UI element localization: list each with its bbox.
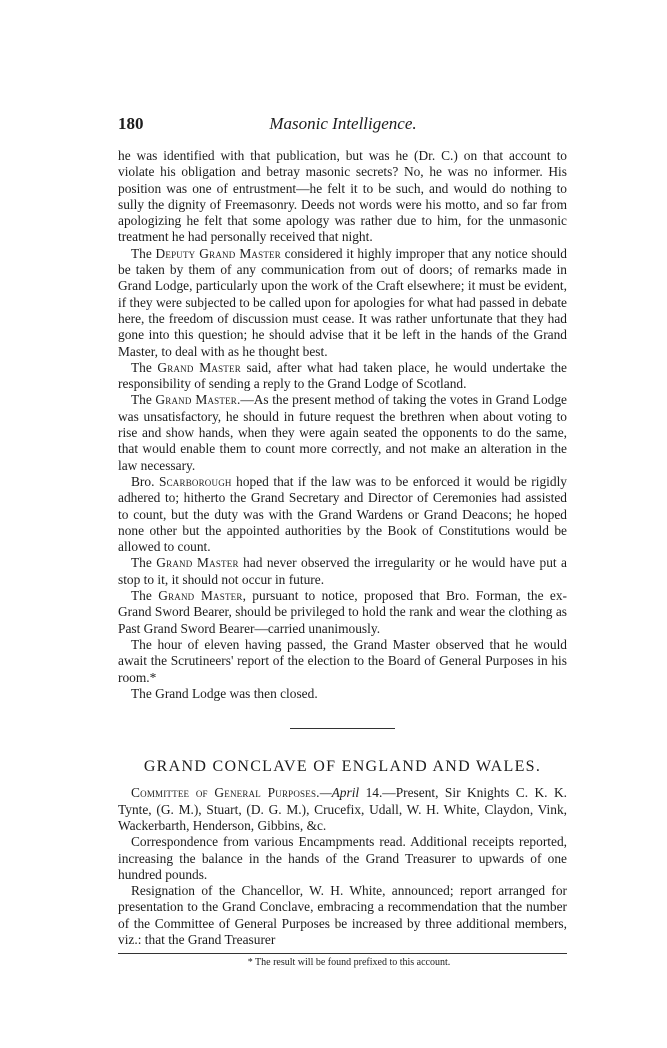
paragraph: The hour of eleven having passed, the Grand Master observed that he would await the Scrutineers' report of the election to the Board of General Purposes in his room.*: [118, 636, 567, 685]
footnote: * The result will be found prefixed to this account.: [247, 957, 451, 969]
article-the: The: [131, 555, 157, 571]
speaker-name: Grand Master: [155, 392, 237, 408]
paragraph: [118, 246, 567, 360]
paragraph: [118, 785, 567, 834]
paragraph-text: considered it highly improper that any notice should be taken by them of any communication from out of doors; of remarks made in Grand Lodge, particularly upon the work of the Craft elsewhere; it must be evident, if they were subjected to be called upon for apologies for what had passed in debate here, the freedom of discussion must cease. It was rather unfortunate that they had gone into this question; he should advise that it be left in the hands of the Grand Master, to deal with as he thought best.: [118, 245, 568, 359]
paragraph: Resignation of the Chancellor, W. H. White, announced; report arranged for presentation to the Grand Conclave, embracing a recommendation that the number of the Committee of General Purposes be increased by three additional members, viz.: that the Grand Treasurer: [118, 883, 567, 948]
bro-prefix: Bro.: [131, 473, 159, 489]
page-header: [118, 114, 568, 136]
paragraph: The Grand Lodge was then closed.: [131, 685, 318, 701]
paragraph-text: , pursuant to notice, proposed that Bro. Forman, the ex-Grand Sword Bearer, should be privileged to hold the rank and wear the clothing as Past Grand Sword Bearer—carried unanimously.: [118, 588, 567, 636]
speaker-name: Scarborough: [158, 473, 232, 489]
paragraph: [118, 474, 567, 555]
paragraph-text: hoped that if the law was to be enforced it would be rigidly adhered to; hitherto the Grand Secretary and Director of Ceremonies had assisted to count, but the duty was with the Grand Wardens or Grand Deacons; he hoped none other but the appointed authorities by the Book of Constitutions would be allowed to count.: [118, 473, 567, 555]
paragraph: [118, 555, 567, 588]
speaker-name: Deputy Grand Master: [155, 245, 281, 261]
paragraph-text: said, after what had taken place, he would undertake the responsibility of sending a reply to the Grand Lodge of Scotland.: [118, 359, 567, 392]
section-title: GRAND CONCLAVE OF ENGLAND AND WALES.: [143, 758, 542, 776]
footnote-rule: [118, 953, 567, 954]
article-the: The: [131, 392, 156, 408]
page-number: 180: [118, 114, 144, 133]
article-the: The: [131, 588, 159, 604]
paragraph-text: had never observed the irregularity or he would have put a stop to it, it should not occur in future.: [118, 555, 567, 587]
paragraph: [118, 588, 567, 637]
speaker-name: Grand Master: [156, 555, 239, 571]
speaker-name: Grand Master: [157, 359, 241, 375]
article-the: The: [131, 359, 158, 375]
article-body: [118, 148, 567, 969]
paragraph: [118, 360, 567, 393]
paragraph: Correspondence from various Encampments read. Additional receipts reported, increasing the balance in the hands of the Grand Treasurer to upwards of one hundred pounds.: [118, 834, 567, 882]
section-divider: [290, 728, 395, 729]
paragraph-text: .—As the present method of taking the votes in Grand Lodge was unsatisfactory, he should in future request the brethren when about voting to rise and show hands, when they were again seated the opponents to do the same, that would enable them to count more correctly, and not make an alteration in the law necessary.: [118, 392, 567, 473]
committee-heading: Committee of General Purposes.: [131, 785, 320, 801]
date-label: —April: [319, 785, 360, 801]
running-title: Masonic Intelligence.: [269, 114, 417, 133]
paragraph: [118, 392, 567, 473]
article-the: The: [131, 245, 156, 261]
paragraph-text: 14.—Present, Sir Knights C. K. K. Tynte, (G. M.), Stuart, (D. G. M.), Crucefix, Udall, W. H. White, Claydon, Vink, Wackerbarth, Henderson, Gibbins, &c.: [118, 785, 567, 833]
paragraph: he was identified with that publication, but was he (Dr. C.) on that account to violate his obligation and betray masonic secrets? No, he was no informer. His position was one of entrustment—he felt it to be such, and would do nothing to sully the dignity of Freemasonry. Deeds not words were his motto, and so far from apologizing he felt that some apology was rather due to him, for the unmasonic treatment he had personally received that night.: [118, 148, 567, 245]
speaker-name: Grand Master: [158, 588, 243, 604]
